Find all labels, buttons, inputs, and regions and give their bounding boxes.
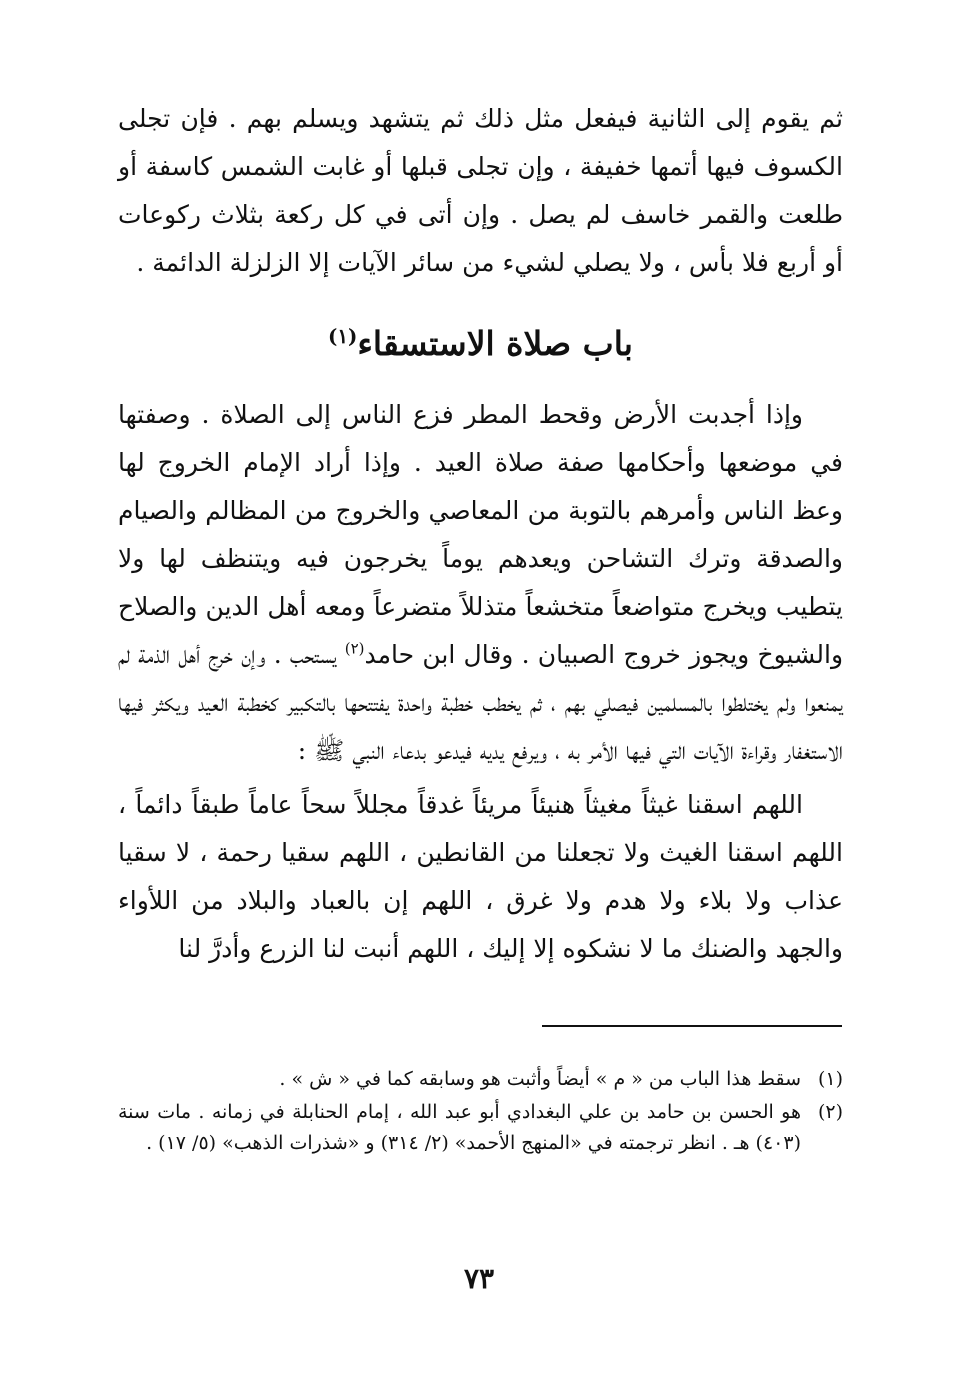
section-heading xyxy=(118,319,843,369)
footnote-text: سقط هذا الباب من « م » أيضاً وأثبت هو وسابقه كما في « ش » . xyxy=(279,1068,801,1090)
intro-paragraph: ثم يقوم إلى الثانية فيفعل مثل ذلك ثم يتشهد ويسلم بهم . فإن تجلى الكسوف فيها أتمها خفيفة ، وإن تجلى قبلها أو غابت الشمس كاسفة أو طلعت والقمر خاسف لم يصل . وإن أتى في كل ركعة بثلاث ركوعات أو أربع فلا بأس ، ولا يصلي لشيء من سائر الآيات إلا الزلزلة الدائمة . xyxy=(118,104,843,277)
footnote-1 xyxy=(118,1064,843,1095)
main-paragraph-footnote-mark: (٢) xyxy=(344,639,365,658)
dua-paragraph: اللهم اسقنا غيثاً مغيثاً هنيئاً مريئاً غدقاً مجللاً سحاً عاماً طبقاً دائماً ، اللهم اسقنا الغيث ولا تجعلنا من القانطين ، اللهم سقيا رحمة ، لا سقيا عذاب ولا بلاء ولا هدم ولا غرق ، اللهم إن بالعباد والبلاد من اللأواء والجهد والضنك ما لا نشكوه إلا إليك ، اللهم أنبت لنا الزرع وأدرَّ لنا xyxy=(118,790,843,963)
footnotes xyxy=(118,1064,843,1161)
section-heading-title: باب صلاة الاستسقاء xyxy=(357,324,633,363)
heading-footnote-mark: (١) xyxy=(328,324,358,348)
main-paragraph xyxy=(118,391,843,775)
main-paragraph-part-2: يستحب . وإن خرج أهل الذمة لم يمنعوا ولم يختلطوا بالمسلمين فيصلي بهم ، ثم يخطب خطبة واحدة يفتتحها بالتكبير كخطبة العيد ويكثر فيها الاستغفار وقراءة الآيات التي فيها الأمر به ، ويرفع يديه فيدعو بدعاء النبي ﷺ : xyxy=(118,640,843,765)
footnote-separator xyxy=(542,1025,842,1027)
footnote-text: هو الحسن بن حامد بن علي البغدادي أبو عبد الله ، إمام الحنابلة في زمانه . مات سنة (٤٠٣) هـ . انظر ترجمته في «المنهج الأحمد» (٢/ ٣١٤) و «شذرات الذهب» (٥/ ١٧) . xyxy=(118,1101,801,1154)
page-body xyxy=(118,95,843,973)
footnote-number: (٢) xyxy=(817,1101,843,1123)
footnote-number: (١) xyxy=(817,1068,843,1090)
main-paragraph-part-1: وإذا أجدبت الأرض وقحط المطر فزع الناس إلى الصلاة . وصفتها في موضعها وأحكامها صفة صلاة العيد . وإذا أراد الإمام الخروج لها وعظ الناس وأمرهم بالتوبة من المعاصي والخروج من المظالم والصيام والصدقة وترك التشاحن ويعدهم يوماً يخرجون فيه ويتنظف لها ولا يتطيب ويخرج متواضعاً متخشعاً متذللاً متضرعاً ومعه أهل الدين والصلاح والشيوخ ويجوز خروج الصبيان . وقال ابن حامد xyxy=(118,400,844,669)
footnote-2 xyxy=(118,1097,843,1159)
page-number: ٧٣ xyxy=(463,1262,495,1295)
